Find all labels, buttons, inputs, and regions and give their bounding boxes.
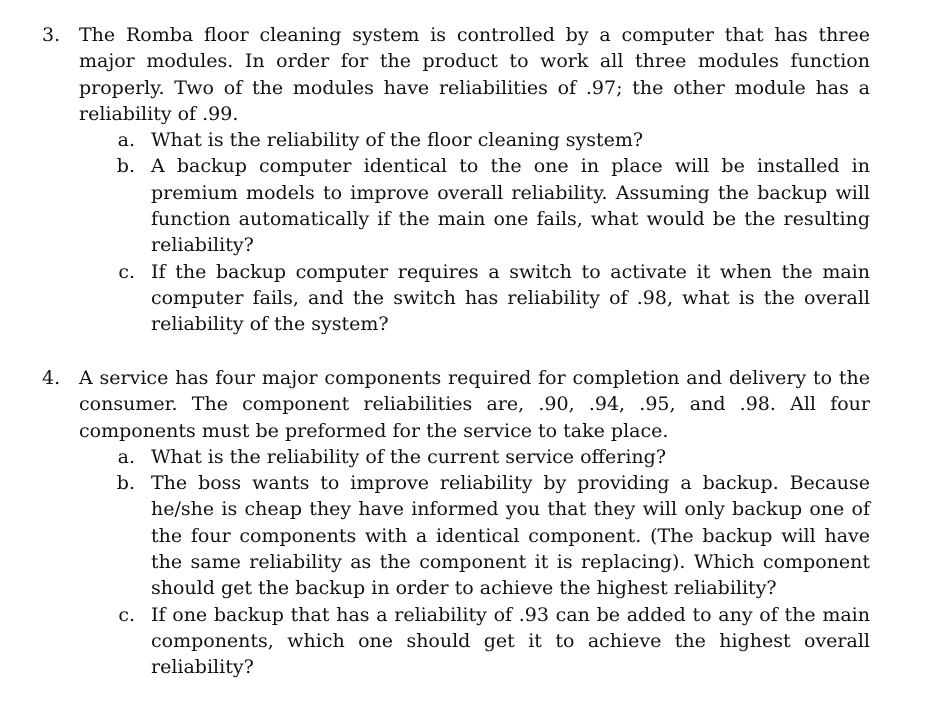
problem-3 (42, 22, 870, 338)
sub-question-b (116, 153, 870, 258)
sub-question-letter: b. (116, 155, 135, 178)
sub-question-text: What is the reliability of the current service offering? (151, 445, 667, 468)
sub-question-text: If one backup that has a reliability of .93 can be added to any of the main components, which one should get it to achieve the highest overall reliability? (151, 603, 870, 679)
problem-number: 4. (42, 367, 61, 389)
sub-question-letter: c. (118, 260, 135, 283)
sub-question-c (118, 602, 870, 681)
sub-question-letter: c. (118, 603, 135, 626)
sub-question-list (42, 127, 870, 337)
problem-4 (42, 365, 870, 681)
problem-statement: A service has four major components required for completion and delivery to the consumer. The component reliabilities are, .90, .94, .95, and .98. All four components must be preformed for the service to take place. (79, 367, 870, 442)
sub-question-text: The boss wants to improve reliability by providing a backup. Because he/she is cheap they have informed you that they will only backup one of the four components with a identical component. (The backup will have the same reliability as the component it is replacing). Which component should get the backup in order to achieve the highest reliability? (151, 472, 870, 600)
sub-question-letter: b. (116, 472, 135, 495)
sub-question-a (117, 127, 870, 153)
sub-question-letter: a. (117, 445, 135, 468)
sub-question-list (42, 444, 870, 681)
problem-statement: The Romba floor cleaning system is controlled by a computer that has three major modules. In order for the product to work all three modules function properly. Two of the modules have reliabilities of .97; the other module has a reliability of .99. (79, 24, 870, 125)
problem-number: 3. (42, 24, 61, 46)
sub-question-a (117, 444, 870, 470)
sub-question-letter: a. (117, 129, 135, 152)
sub-question-b (116, 470, 870, 601)
sub-question-text: A backup computer identical to the one in place will be installed in premium models to improve overall reliability. Assuming the backup will function automatically if the main one fails, what would be the resulting reliability? (151, 155, 870, 257)
sub-question-c (118, 259, 870, 338)
sub-question-text: What is the reliability of the floor cleaning system? (151, 129, 644, 152)
sub-question-text: If the backup computer requires a switch to activate it when the main computer fails, and the switch has reliability of .98, what is the overall reliability of the system? (151, 260, 870, 336)
